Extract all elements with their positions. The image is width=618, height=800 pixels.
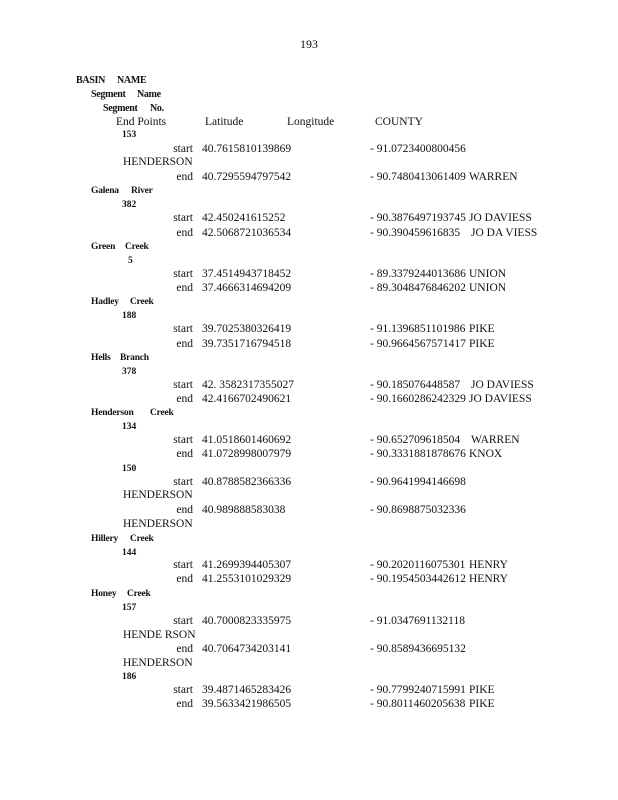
county-overflow: HENDERSON [123, 518, 193, 530]
segment-number: 157 [122, 603, 137, 613]
latitude-value: 40.7064734203141 [202, 643, 292, 655]
basin-type: Creek [125, 242, 149, 252]
longitude-value: - 90.9641994146698 [370, 476, 466, 488]
segment-number: 150 [122, 464, 137, 474]
header-no: No. [150, 103, 164, 114]
county-overflow: HENDERSON [123, 489, 193, 501]
segment-number: 134 [122, 422, 137, 432]
endpoint-type: end [176, 338, 193, 350]
header-basin: BASIN [76, 75, 106, 86]
latitude-value: 37.4514943718452 [202, 268, 292, 280]
basin-name: Hadley [91, 297, 119, 307]
latitude-value: 42.4166702490621 [202, 393, 292, 405]
segment-number: 378 [122, 367, 137, 377]
county-value: JO DA VIESS [471, 227, 538, 239]
basin-type: Creek [130, 297, 154, 307]
endpoint-type: end [176, 448, 193, 460]
endpoint-type: end [176, 282, 193, 294]
longitude-value: - 91.1396851101986 [370, 323, 466, 335]
endpoint-type: end [176, 643, 193, 655]
endpoint-type: start [173, 323, 193, 335]
endpoint-type: start [173, 559, 193, 571]
longitude-value: - 90.8698875032336 [370, 504, 466, 516]
longitude-value: - 89.3048476846202 [370, 282, 466, 294]
county-value: JO DAVIESS [469, 212, 532, 224]
county-value: HENRY [469, 573, 508, 585]
endpoint-type: start [173, 268, 193, 280]
endpoint-type: end [176, 504, 193, 516]
endpoint-type: start [173, 476, 193, 488]
latitude-value: 40.7000823335975 [202, 615, 292, 627]
county-value: JO DAVIESS [469, 393, 532, 405]
longitude-value: - 91.0723400800456 [370, 143, 466, 155]
longitude-value: - 90.7799240715991 [370, 684, 466, 696]
latitude-value: 41.2699394405307 [202, 559, 292, 571]
basin-type: Branch [120, 353, 149, 363]
latitude-value: 40.7615810139869 [202, 143, 292, 155]
county-overflow: HENDE RSON [123, 629, 196, 641]
basin-type: Creek [130, 534, 154, 544]
endpoint-type: start [173, 434, 193, 446]
county-value: HENRY [469, 559, 508, 571]
county-overflow: HENDERSON [123, 657, 193, 669]
latitude-value: 41.0518601460692 [202, 434, 292, 446]
endpoint-type: end [176, 573, 193, 585]
county-value: PIKE [469, 338, 495, 350]
latitude-value: 40.8788582366336 [202, 476, 292, 488]
longitude-value: - 90.9664567571417 [370, 338, 466, 350]
basin-name: Hells [91, 353, 111, 363]
longitude-value: - 90.390459616835 [370, 227, 461, 239]
latitude-value: 41.0728998007979 [202, 448, 292, 460]
latitude-value: 40.7295594797542 [202, 171, 292, 183]
longitude-value: - 90.7480413061409 [370, 171, 466, 183]
latitude-value: 41.2553101029329 [202, 573, 292, 585]
county-value: UNION [469, 282, 507, 294]
county-value: WARREN [471, 434, 520, 446]
endpoint-type: end [176, 393, 193, 405]
latitude-value: 39.7351716794518 [202, 338, 292, 350]
basin-type: Creek [127, 589, 151, 599]
latitude-value: 42.450241615252 [202, 212, 286, 224]
endpoint-type: start [173, 684, 193, 696]
page-number: 193 [300, 37, 318, 51]
latitude-value: 40.989888583038 [202, 504, 286, 516]
latitude-value: 42. 3582317355027 [202, 379, 294, 391]
longitude-value: - 90.3876497193745 [370, 212, 466, 224]
header-segment-name: Name [137, 89, 161, 100]
longitude-value: - 90.3331881878676 [370, 448, 466, 460]
county-value: JO DAVIESS [471, 379, 534, 391]
longitude-value: - 90.185076448587 [370, 379, 461, 391]
longitude-value: - 90.1954503442612 [370, 573, 466, 585]
basin-name: Henderson [91, 408, 134, 418]
county-value: PIKE [469, 323, 495, 335]
endpoint-type: start [173, 143, 193, 155]
endpoint-type: start [173, 212, 193, 224]
longitude-value: - 91.0347691132118 [370, 615, 465, 627]
longitude-value: - 90.2020116075301 [370, 559, 466, 571]
basin-name: Green [91, 242, 116, 252]
county-value: UNION [469, 268, 507, 280]
county-overflow: HENDERSON [123, 156, 193, 168]
header-name: NAME [117, 75, 147, 86]
latitude-value: 37.4666314694209 [202, 282, 292, 294]
endpoint-type: start [173, 615, 193, 627]
segment-number: 188 [122, 311, 137, 321]
longitude-value: - 90.652709618504 [370, 434, 461, 446]
header-segment: Segment [91, 89, 126, 100]
endpoint-type: end [176, 171, 193, 183]
county-value: PIKE [469, 684, 495, 696]
latitude-value: 39.4871465283426 [202, 684, 292, 696]
segment-number: 153 [122, 130, 137, 140]
segment-number: 5 [128, 256, 133, 266]
header-county: COUNTY [375, 116, 423, 128]
longitude-value: - 90.1660286242329 [370, 393, 466, 405]
endpoint-type: end [176, 227, 193, 239]
county-value: WARREN [469, 171, 518, 183]
basin-type: Creek [150, 408, 174, 418]
segment-number: 186 [122, 672, 137, 682]
header-end-points: End Points [116, 116, 167, 128]
segment-number: 382 [122, 200, 137, 210]
basin-type: River [131, 186, 153, 196]
county-value: PIKE [469, 698, 495, 710]
latitude-value: 42.5068721036534 [202, 227, 292, 239]
endpoint-type: start [173, 379, 193, 391]
header-longitude: Longitude [287, 116, 335, 128]
segment-number: 144 [122, 548, 137, 558]
latitude-value: 39.5633421986505 [202, 698, 292, 710]
basin-name: Honey [91, 589, 117, 599]
longitude-value: - 90.8589436695132 [370, 643, 466, 655]
basin-name: Galena [91, 186, 119, 196]
latitude-value: 39.7025380326419 [202, 323, 292, 335]
county-value: KNOX [469, 448, 503, 460]
header-latitude: Latitude [205, 116, 244, 128]
endpoint-type: end [176, 698, 193, 710]
longitude-value: - 90.8011460205638 [370, 698, 466, 710]
basin-name: Hillery [91, 534, 119, 544]
longitude-value: - 89.3379244013686 [370, 268, 466, 280]
header-segment-2: Segment [103, 103, 138, 114]
